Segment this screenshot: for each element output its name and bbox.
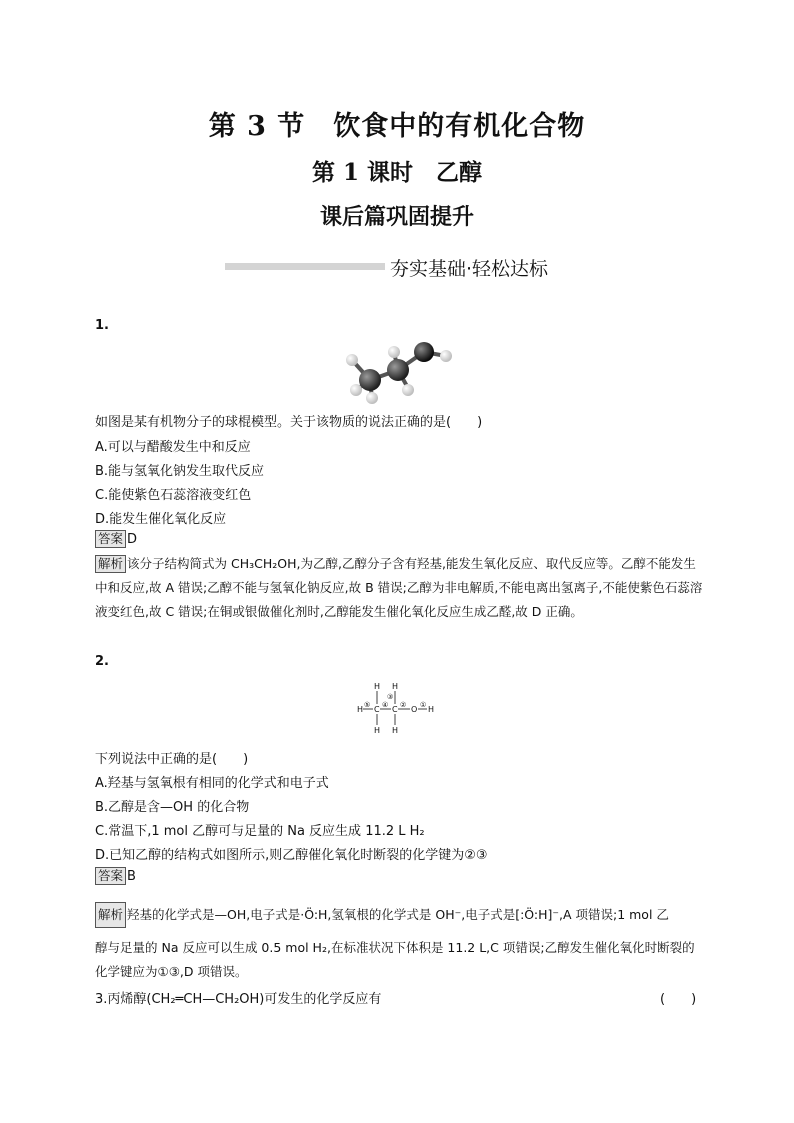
atom-h: H xyxy=(374,682,381,691)
q1-number: 1. xyxy=(95,318,109,333)
bond-label: ② xyxy=(400,701,407,709)
q2-analysis-text-1: 羟基的化学式是—OH,电子式是·Ö:H,氢氧根的化学式是 OH⁻,电子式是[:Ö:H]⁻,A 项错误;1 mol 乙 xyxy=(127,907,669,922)
q2-option-a: A.羟基与氢氧根有相同的化学式和电子式 xyxy=(95,776,329,791)
analysis-tag: 解析 xyxy=(95,555,126,573)
q2-option-b: B.乙醇是含—OH 的化合物 xyxy=(95,800,250,815)
q1-option-d: D.能发生催化氧化反应 xyxy=(95,512,227,527)
q2-option-c: C.常温下,1 mol 乙醇可与足量的 Na 反应生成 11.2 L H₂ xyxy=(95,824,425,839)
atom-h: H xyxy=(357,705,364,714)
q1-option-b: B.能与氢氧化钠发生取代反应 xyxy=(95,464,265,479)
q2-number: 2. xyxy=(95,654,109,669)
part-title: 课后篇巩固提升 xyxy=(319,204,474,230)
q2-stem: 下列说法中正确的是( ) xyxy=(95,752,249,767)
atom-h: H xyxy=(374,726,381,735)
q1-answer: D xyxy=(127,532,138,547)
answer-tag: 答案 xyxy=(95,867,126,885)
bond-label: ④ xyxy=(382,701,389,709)
q3-number: 3. xyxy=(95,992,108,1007)
q3-stem-text: 丙烯醇(CH₂═CH—CH₂OH)可发生的化学反应有 xyxy=(107,992,382,1007)
q1-stem: 如图是某有机物分子的球棍模型。关于该物质的说法正确的是( ) xyxy=(95,415,483,430)
q1-analysis xyxy=(95,552,705,624)
section-title: 第 3 节 饮食中的有机化合物 xyxy=(208,111,586,142)
ethanol-structural-formula xyxy=(352,680,442,738)
bond-label: ① xyxy=(420,701,427,709)
ball-stick-model xyxy=(338,338,464,406)
q3-stem xyxy=(95,988,381,1007)
q3-bracket: ( ) xyxy=(660,992,697,1007)
atom-h: H xyxy=(428,705,435,714)
q2-answer: B xyxy=(127,869,136,884)
subsection-title: 夯实基础·轻松达标 xyxy=(390,258,549,280)
section-bar xyxy=(225,263,385,270)
atom-o: O xyxy=(411,705,418,714)
bond-label: ③ xyxy=(387,693,394,701)
bond-label: ⑤ xyxy=(364,701,371,709)
answer-tag: 答案 xyxy=(95,530,126,548)
atom-h: H xyxy=(392,682,399,691)
atom-c: C xyxy=(374,705,380,714)
atom-c: C xyxy=(392,705,398,714)
q1-answer-row xyxy=(95,530,137,548)
analysis-tag: 解析 xyxy=(95,902,126,928)
lesson-title: 第 1 课时 乙醇 xyxy=(311,159,483,186)
q2-answer-row xyxy=(95,867,136,885)
q1-option-a: A.可以与醋酸发生中和反应 xyxy=(95,440,251,455)
q2-analysis-rest: 醇与足量的 Na 反应可以生成 0.5 mol H₂,在标准状况下体积是 11.2 L,C 项错误;乙醇发生催化氧化时断裂的化学键应为①③,D 项错误。 xyxy=(95,940,695,979)
q1-option-c: C.能使紫色石蕊溶液变红色 xyxy=(95,488,252,503)
atom-h: H xyxy=(392,726,399,735)
q1-analysis-text: 该分子结构简式为 CH₃CH₂OH,为乙醇,乙醇分子含有羟基,能发生氧化反应、取代反应等。乙醇不能发生中和反应,故 A 错误;乙醇不能与氢氧化钠反应,故 B 错误;乙醇为非电解质,不能电离出氢离子,不能使紫色石蕊溶液变红色,故 C 错误;在铜或银做催化剂时,乙醇能发生催化氧化反应生成乙醛,故 D 正确。 xyxy=(95,556,703,619)
q2-analysis-line1 xyxy=(95,902,705,928)
q2-option-d: D.已知乙醇的结构式如图所示,则乙醇催化氧化时断裂的化学键为②③ xyxy=(95,848,488,863)
